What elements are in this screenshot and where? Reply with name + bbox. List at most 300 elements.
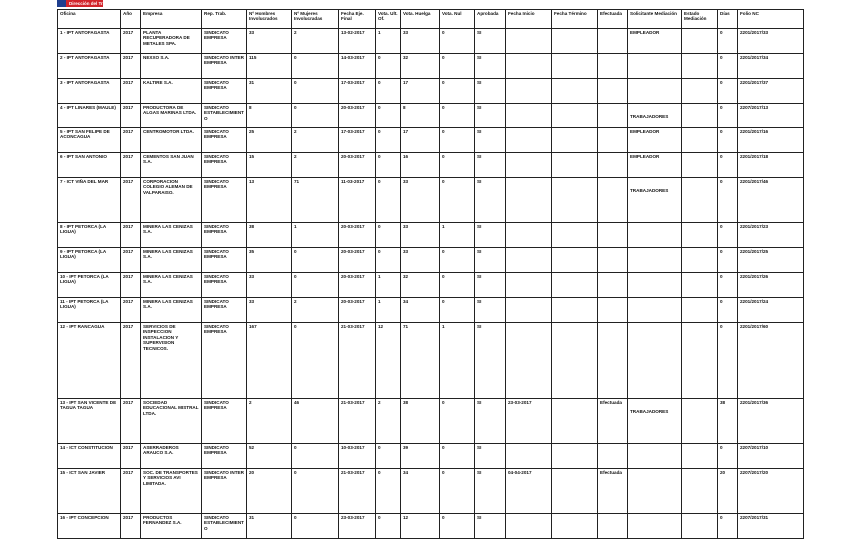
cell-anio: 2017	[121, 79, 141, 104]
cell-nul: 0	[440, 444, 475, 469]
cell-folio: 2201/2017/36	[738, 399, 804, 444]
cell-ult: 0	[376, 128, 401, 153]
cell-dias: 0	[718, 223, 738, 248]
table-row	[58, 223, 804, 248]
cell-solic	[628, 223, 682, 248]
cell-inicio	[506, 153, 552, 178]
cell-rep: SINDICATO EMPRESA	[202, 248, 247, 273]
cell-estado	[682, 399, 718, 444]
cell-mujeres: 0	[292, 514, 339, 539]
cell-solic	[628, 104, 682, 128]
cell-aprob: SI	[475, 54, 506, 79]
cell-huelga: 33	[401, 248, 440, 273]
cell-mujeres: 46	[292, 399, 339, 444]
cell-termino	[552, 29, 598, 54]
col-header-empresa: Empresa	[141, 10, 202, 29]
cell-anio: 2017	[121, 178, 141, 223]
cell-dias: 0	[718, 54, 738, 79]
cell-inicio	[506, 444, 552, 469]
cell-rep: SINDICATO EMPRESA	[202, 273, 247, 298]
cell-termino	[552, 248, 598, 273]
cell-aprob: SI	[475, 79, 506, 104]
cell-nul: 0	[440, 469, 475, 514]
cell-aprob: SI	[475, 323, 506, 399]
cell-nul: 0	[440, 514, 475, 539]
cell-aprob: SI	[475, 29, 506, 54]
cell-hombres: 31	[247, 514, 292, 539]
cell-fecha: 20-03-2017	[339, 104, 376, 128]
cell-anio: 2017	[121, 273, 141, 298]
cell-hombres: 33	[247, 273, 292, 298]
cell-empresa: MINERA LAS CENIZAS S.A.	[141, 273, 202, 298]
cell-huelga: 34	[401, 298, 440, 323]
cell-aprob: SI	[475, 399, 506, 444]
cell-folio: 2201/2017/24	[738, 298, 804, 323]
cell-ult: 0	[376, 79, 401, 104]
institution-logo-label: Dirección del Trabajo	[69, 1, 115, 6]
table-row	[58, 128, 804, 153]
cell-rep: SINDICATO EMPRESA	[202, 223, 247, 248]
cell-estado	[682, 153, 718, 178]
col-header-hombres: Nº Hombres Involucrados	[247, 10, 292, 29]
cell-empresa: PLANTA RECUPERADORA DE METALES SPA.	[141, 29, 202, 54]
cell-rep: SINDICATO EMPRESA	[202, 29, 247, 54]
cell-dias: 0	[718, 273, 738, 298]
cell-aprob: SI	[475, 273, 506, 298]
cell-aprob: SI	[475, 178, 506, 223]
col-header-anio: Año	[121, 10, 141, 29]
cell-ult: 2	[376, 399, 401, 444]
cell-mujeres: 0	[292, 248, 339, 273]
table-header-row	[58, 10, 804, 29]
cell-folio: 2207/2017/31	[738, 514, 804, 539]
cell-fecha: 14-03-2017	[339, 54, 376, 79]
cell-oficina: 13 - IPT SAN VICENTE DE TAGUA TAGUA	[58, 399, 121, 444]
cell-hombres: 167	[247, 323, 292, 399]
cell-efect	[598, 223, 628, 248]
cell-fecha: 21-03-2017	[339, 323, 376, 399]
table-body	[58, 29, 804, 539]
cell-rep: SINDICATO ESTABLECIMIENTO	[202, 514, 247, 539]
cell-huelga: 38	[401, 399, 440, 444]
cell-termino	[552, 153, 598, 178]
cell-fecha: 21-03-2017	[339, 399, 376, 444]
table-row	[58, 399, 804, 444]
cell-hombres: 2	[247, 399, 292, 444]
cell-empresa: CORPORACION COLEGIO ALEMAN DE VALPARAISO.	[141, 178, 202, 223]
cell-estado	[682, 178, 718, 223]
cell-dias: 0	[718, 104, 738, 128]
cell-aprob: SI	[475, 128, 506, 153]
cell-anio: 2017	[121, 248, 141, 273]
cell-termino	[552, 273, 598, 298]
cell-anio: 2017	[121, 469, 141, 514]
table-row	[58, 298, 804, 323]
cell-efect: Efectuada	[598, 399, 628, 444]
cell-solic-text: TRABAJADORES	[630, 188, 669, 193]
cell-ult: 1	[376, 29, 401, 54]
cell-mujeres: 0	[292, 273, 339, 298]
cell-rep: SINDICATO EMPRESA	[202, 128, 247, 153]
strikes-report-table	[57, 9, 804, 539]
cell-aprob: SI	[475, 223, 506, 248]
cell-dias: 0	[718, 178, 738, 223]
cell-solic	[628, 469, 682, 514]
cell-efect	[598, 178, 628, 223]
cell-mujeres: 2	[292, 298, 339, 323]
cell-mujeres: 0	[292, 54, 339, 79]
cell-termino	[552, 444, 598, 469]
flag-blue-block	[57, 0, 66, 7]
col-header-vota-huelga: Vota. Huelga	[401, 10, 440, 29]
col-header-folio: Folio NC	[738, 10, 804, 29]
cell-estado	[682, 298, 718, 323]
cell-folio: 2201/2017/23	[738, 223, 804, 248]
table-row	[58, 248, 804, 273]
cell-efect: Efectuada	[598, 469, 628, 514]
cell-empresa: PRODUCTORA DE ALGAS MARINAS LTDA.	[141, 104, 202, 128]
cell-mujeres: 1	[292, 223, 339, 248]
cell-termino	[552, 469, 598, 514]
cell-inicio	[506, 79, 552, 104]
cell-estado	[682, 273, 718, 298]
cell-folio: 2201/2017/25	[738, 248, 804, 273]
cell-nul: 0	[440, 29, 475, 54]
cell-huelga: 32	[401, 273, 440, 298]
col-header-mujeres: Nº Mujeres Involucradas	[292, 10, 339, 29]
cell-huelga: 33	[401, 29, 440, 54]
cell-efect	[598, 273, 628, 298]
cell-oficina: 12 - IPT RANCAGUA	[58, 323, 121, 399]
cell-solic: EMPLEADOR	[628, 128, 682, 153]
cell-inicio	[506, 29, 552, 54]
cell-folio: 2201/2017/34	[738, 54, 804, 79]
cell-empresa: ASERRADEROS ARAUCO S.A.	[141, 444, 202, 469]
cell-mujeres: 0	[292, 444, 339, 469]
cell-mujeres: 0	[292, 79, 339, 104]
cell-oficina: 5 - IPT SAN FELIPE DE ACONCAGUA	[58, 128, 121, 153]
cell-estado	[682, 248, 718, 273]
cell-anio: 2017	[121, 323, 141, 399]
cell-solic	[628, 248, 682, 273]
cell-ult: 0	[376, 514, 401, 539]
cell-dias: 38	[718, 399, 738, 444]
cell-ult: 0	[376, 178, 401, 223]
cell-estado	[682, 514, 718, 539]
cell-empresa: PRODUCTOS FERNANDEZ S.A.	[141, 514, 202, 539]
cell-aprob: SI	[475, 298, 506, 323]
cell-solic: EMPLEADOR	[628, 29, 682, 54]
cell-aprob: SI	[475, 514, 506, 539]
table-row	[58, 79, 804, 104]
cell-huelga: 39	[401, 444, 440, 469]
cell-termino	[552, 54, 598, 79]
cell-efect	[598, 444, 628, 469]
cell-oficina: 4 - IPT LINARES (MAULE)	[58, 104, 121, 128]
col-header-fecha-eje: Fecha Eje. Final	[339, 10, 376, 29]
cell-anio: 2017	[121, 298, 141, 323]
col-header-oficina: Oficina	[58, 10, 121, 29]
cell-nul: 0	[440, 273, 475, 298]
cell-hombres: 52	[247, 444, 292, 469]
cell-folio: 2207/2017/10	[738, 444, 804, 469]
cell-efect	[598, 298, 628, 323]
cell-mujeres: 0	[292, 469, 339, 514]
cell-empresa: MINERA LAS CENIZAS S.A.	[141, 298, 202, 323]
cell-ult: 0	[376, 104, 401, 128]
table-row	[58, 178, 804, 223]
cell-estado	[682, 469, 718, 514]
cell-inicio	[506, 128, 552, 153]
cell-estado	[682, 29, 718, 54]
cell-oficina: 10 - IPT PETORCA (LA LIGUA)	[58, 273, 121, 298]
cell-folio: 2201/2017/37	[738, 79, 804, 104]
cell-folio: 2207/2017/20	[738, 469, 804, 514]
cell-folio: 2201/2017/60	[738, 323, 804, 399]
table-row	[58, 273, 804, 298]
cell-inicio	[506, 514, 552, 539]
cell-termino	[552, 223, 598, 248]
cell-hombres: 20	[247, 469, 292, 514]
cell-estado	[682, 223, 718, 248]
cell-solic	[628, 79, 682, 104]
cell-ult: 0	[376, 223, 401, 248]
cell-dias: 20	[718, 469, 738, 514]
cell-hombres: 8	[247, 104, 292, 128]
table-row	[58, 514, 804, 539]
cell-hombres: 33	[247, 29, 292, 54]
cell-mujeres: 2	[292, 153, 339, 178]
cell-mujeres: 2	[292, 29, 339, 54]
cell-termino	[552, 399, 598, 444]
cell-folio: 2201/2017/46	[738, 178, 804, 223]
cell-dias: 0	[718, 153, 738, 178]
cell-efect	[598, 128, 628, 153]
cell-hombres: 31	[247, 79, 292, 104]
cell-huelga: 33	[401, 223, 440, 248]
cell-dias: 0	[718, 248, 738, 273]
cell-rep: SINDICATO EMPRESA	[202, 79, 247, 104]
cell-solic: EMPLEADOR	[628, 153, 682, 178]
col-header-fecha-termino: Fecha Término	[552, 10, 598, 29]
cell-inicio	[506, 54, 552, 79]
cell-rep: SINDICATO EMPRESA	[202, 178, 247, 223]
cell-empresa: SOCIEDAD EDUCACIONAL MISTRAL LTDA.	[141, 399, 202, 444]
cell-ult: 1	[376, 273, 401, 298]
cell-rep: SINDICATO INTER EMPRESA	[202, 54, 247, 79]
cell-aprob: SI	[475, 248, 506, 273]
cell-mujeres: 0	[292, 323, 339, 399]
cell-termino	[552, 104, 598, 128]
cell-nul: 0	[440, 79, 475, 104]
cell-rep: SINDICATO INTER EMPRESA	[202, 469, 247, 514]
cell-fecha: 17-03-2017	[339, 79, 376, 104]
cell-nul: 0	[440, 248, 475, 273]
cell-empresa: SOC. DE TRANSPORTES Y SERVICIOS AVI LIMITADA.	[141, 469, 202, 514]
cell-aprob: SI	[475, 444, 506, 469]
cell-oficina: 1 - IPT ANTOFAGASTA	[58, 29, 121, 54]
cell-nul: 1	[440, 323, 475, 399]
cell-rep: SINDICATO ESTABLECIMIENTO	[202, 104, 247, 128]
cell-huelga: 32	[401, 54, 440, 79]
cell-ult: 0	[376, 469, 401, 514]
cell-solic-text: TRABAJADORES	[630, 409, 669, 414]
cell-anio: 2017	[121, 399, 141, 444]
table-row	[58, 469, 804, 514]
cell-ult: 0	[376, 54, 401, 79]
cell-rep: SINDICATO EMPRESA	[202, 323, 247, 399]
cell-nul: 0	[440, 128, 475, 153]
col-header-vota-nul: Vota. Nul	[440, 10, 475, 29]
cell-oficina: 2 - IPT ANTOFAGASTA	[58, 54, 121, 79]
cell-hombres: 15	[247, 153, 292, 178]
cell-oficina: 6 - IPT SAN ANTONIO	[58, 153, 121, 178]
cell-termino	[552, 128, 598, 153]
cell-empresa: KALTIRE S.A.	[141, 79, 202, 104]
cell-solic	[628, 444, 682, 469]
cell-inicio	[506, 273, 552, 298]
cell-oficina: 3 - IPT ANTOFAGASTA	[58, 79, 121, 104]
cell-rep: SINDICATO EMPRESA	[202, 298, 247, 323]
cell-anio: 2017	[121, 223, 141, 248]
cell-huelga: 34	[401, 469, 440, 514]
table-row	[58, 444, 804, 469]
col-header-vota-ult: Vota. Ult. Of.	[376, 10, 401, 29]
cell-nul: 0	[440, 153, 475, 178]
cell-fecha: 20-03-2017	[339, 298, 376, 323]
cell-ult: 0	[376, 444, 401, 469]
cell-inicio: 04-04-2017	[506, 469, 552, 514]
cell-oficina: 15 - ICT SAN JAVIER	[58, 469, 121, 514]
cell-folio: 2201/2017/26	[738, 273, 804, 298]
cell-ult: 12	[376, 323, 401, 399]
cell-solic	[628, 399, 682, 444]
cell-solic	[628, 298, 682, 323]
cell-hombres: 35	[247, 248, 292, 273]
cell-folio: 2207/2017/13	[738, 104, 804, 128]
cell-termino	[552, 79, 598, 104]
cell-aprob: SI	[475, 104, 506, 128]
cell-ult: 0	[376, 248, 401, 273]
cell-inicio	[506, 298, 552, 323]
cell-fecha: 13-02-2017	[339, 29, 376, 54]
cell-dias: 0	[718, 323, 738, 399]
cell-inicio	[506, 323, 552, 399]
cell-hombres: 25	[247, 128, 292, 153]
cell-termino	[552, 514, 598, 539]
col-header-estado: Estado Mediación	[682, 10, 718, 29]
cell-fecha: 20-03-2017	[339, 273, 376, 298]
table-row	[58, 29, 804, 54]
institution-logo	[57, 0, 115, 7]
cell-termino	[552, 323, 598, 399]
cell-folio: 2201/2017/33	[738, 29, 804, 54]
cell-ult: 1	[376, 298, 401, 323]
cell-fecha: 21-03-2017	[339, 469, 376, 514]
cell-solic	[628, 323, 682, 399]
cell-fecha: 23-03-2017	[339, 514, 376, 539]
cell-nul: 1	[440, 223, 475, 248]
cell-oficina: 11 - IPT PETORCA (LA LIGUA)	[58, 298, 121, 323]
cell-dias: 0	[718, 514, 738, 539]
table-row	[58, 323, 804, 399]
cell-empresa: MINERA LAS CENIZAS S.A.	[141, 223, 202, 248]
table-row	[58, 104, 804, 128]
cell-solic	[628, 54, 682, 79]
cell-huelga: 16	[401, 153, 440, 178]
cell-efect	[598, 153, 628, 178]
table-row	[58, 153, 804, 178]
cell-estado	[682, 444, 718, 469]
cell-empresa: CENTROMOTOR LTDA.	[141, 128, 202, 153]
cell-dias: 0	[718, 29, 738, 54]
cell-huelga: 12	[401, 514, 440, 539]
cell-folio: 2201/2017/18	[738, 153, 804, 178]
cell-efect	[598, 514, 628, 539]
cell-nul: 0	[440, 298, 475, 323]
cell-solic	[628, 514, 682, 539]
cell-inicio	[506, 104, 552, 128]
cell-termino	[552, 298, 598, 323]
col-header-solicitante: Solicitante Mediación	[628, 10, 682, 29]
cell-fecha: 20-03-2017	[339, 223, 376, 248]
cell-ult: 0	[376, 153, 401, 178]
cell-efect	[598, 79, 628, 104]
cell-aprob: SI	[475, 153, 506, 178]
cell-huelga: 71	[401, 323, 440, 399]
table-row	[58, 54, 804, 79]
cell-inicio	[506, 178, 552, 223]
cell-empresa: NEXXO S.A.	[141, 54, 202, 79]
cell-termino	[552, 178, 598, 223]
cell-anio: 2017	[121, 29, 141, 54]
cell-rep: SINDICATO EMPRESA	[202, 444, 247, 469]
cell-oficina: 9 - IPT PETORCA (LA LIGUA)	[58, 248, 121, 273]
cell-estado	[682, 54, 718, 79]
cell-huelga: 8	[401, 104, 440, 128]
cell-dias: 0	[718, 444, 738, 469]
cell-efect	[598, 248, 628, 273]
cell-nul: 0	[440, 104, 475, 128]
cell-mujeres: 0	[292, 104, 339, 128]
cell-fecha: 20-03-2017	[339, 153, 376, 178]
cell-oficina: 8 - IPT PETORCA (LA LIGUA)	[58, 223, 121, 248]
cell-nul: 0	[440, 399, 475, 444]
cell-efect	[598, 323, 628, 399]
cell-huelga: 17	[401, 79, 440, 104]
cell-anio: 2017	[121, 514, 141, 539]
cell-estado	[682, 79, 718, 104]
cell-solic	[628, 273, 682, 298]
col-header-dias: Días	[718, 10, 738, 29]
cell-solic-text: TRABAJADORES	[630, 114, 669, 119]
cell-estado	[682, 104, 718, 128]
cell-efect	[598, 29, 628, 54]
cell-hombres: 115	[247, 54, 292, 79]
cell-anio: 2017	[121, 104, 141, 128]
cell-anio: 2017	[121, 444, 141, 469]
cell-anio: 2017	[121, 54, 141, 79]
cell-inicio: 23-03-2017	[506, 399, 552, 444]
cell-hombres: 13	[247, 178, 292, 223]
cell-efect	[598, 104, 628, 128]
cell-hombres: 38	[247, 223, 292, 248]
cell-mujeres: 2	[292, 128, 339, 153]
cell-empresa: CEMENTOS SAN JUAN S.A.	[141, 153, 202, 178]
col-header-fecha-inicio: Fecha Inicio	[506, 10, 552, 29]
cell-fecha: 17-03-2017	[339, 128, 376, 153]
cell-aprob: SI	[475, 469, 506, 514]
